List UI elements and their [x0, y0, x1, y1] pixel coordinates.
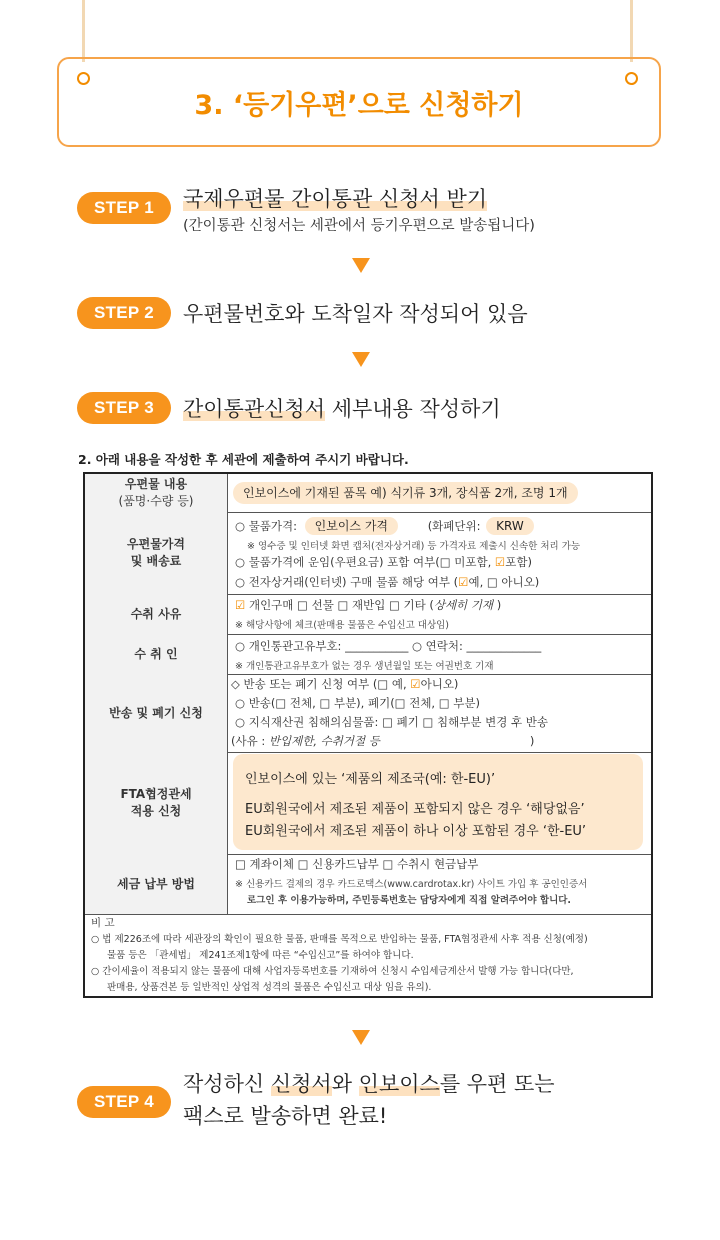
form-label-reason: 수취 사유 — [85, 594, 228, 634]
price-label: ○ 물품가격: — [235, 519, 297, 533]
fta-line-2: EU회원국에서 제조된 제품이 포함되지 않은 경우 ‘해당없음’ — [245, 802, 585, 817]
label-line: 및 배송료 — [130, 554, 182, 568]
arrow-down-icon — [352, 258, 370, 273]
checked-box-icon: ☑ — [410, 677, 421, 691]
return-reason-end: ) — [529, 734, 535, 748]
step-4-badge: STEP 4 — [77, 1086, 171, 1118]
hanging-string-right — [630, 0, 633, 62]
form-label-contents — [85, 474, 228, 512]
currency-highlight: KRW — [486, 517, 534, 535]
checked-box-icon: ☑ — [494, 555, 506, 569]
reason-note: ※ 해당사항에 체크(판매용 물품은 수입신고 대상임) — [235, 620, 450, 631]
fta-line-1: 인보이스에 있는 ‘제품의 제조국(예: 한-EU)’ — [245, 772, 496, 787]
section-title: 3. ‘등기우편’으로 신청하기 — [194, 89, 524, 121]
step-4-highlight-form: 신청서 — [270, 1072, 332, 1096]
tax-note-1: ※ 신용카드 결제의 경우 카드로택스(www.cardrotax.kr) 사이트 가입 후 공인인증서 — [235, 879, 588, 890]
freight-line — [235, 554, 532, 570]
label-line: FTA협정관세 — [120, 787, 192, 801]
hole-left-icon — [77, 72, 90, 85]
price-line — [235, 517, 534, 535]
remarks-line-1: ○ 법 제226조에 따라 세관장의 확인이 필요한 물품, 판매를 목적으로 반입하는 물품, FTA협정관세 사후 적용 신청(예정) — [91, 934, 588, 945]
remarks-line-2: 물품 등은 「관세법」 제241조제1항에 따른 “수입신고”를 하여야 합니다. — [107, 950, 414, 961]
step-2-text: 우편물번호와 도착일자 작성되어 있음 — [183, 302, 528, 326]
step-3-rest: 세부내용 작성하기 — [325, 397, 501, 421]
checked-box-icon: ☑ — [458, 575, 469, 589]
price-note: ※ 영수증 및 인터넷 화면 캡처(전자상거래) 등 가격자료 제출시 신속한 처리 가능 — [247, 541, 581, 552]
ip-line: ○ 지식재산권 침해의심물품: □ 폐기 □ 침해부분 변경 후 반송 — [235, 715, 548, 729]
form-row-contents — [85, 474, 651, 513]
form-row-tax — [85, 854, 651, 915]
fta-line-3: EU회원국에서 제조된 제품이 하나 이상 포함된 경우 ‘한-EU’ — [245, 824, 587, 839]
step-4-text: 를 우편 또는 — [439, 1072, 555, 1096]
step-1-subtext: (간이통관 신청서는 세관에서 등기우편으로 발송됩니다) — [183, 218, 535, 234]
step-4-text: 와 — [331, 1072, 359, 1096]
contents-highlight: 인보이스에 기재된 품목 예) 식기류 3개, 장식품 2개, 조명 1개 — [233, 482, 578, 504]
step-4-line-1 — [183, 1068, 555, 1098]
checked-box-icon: ☑ — [235, 598, 246, 612]
label-line: 우편물 내용 — [124, 477, 188, 491]
return-reason-detail: 반입제한, 수취거절 등 — [268, 734, 380, 748]
remarks-line-4: 판매용, 상품견본 등 일반적인 상업적 성격의 물품은 수입신고 대상 임을 유의). — [107, 982, 432, 993]
recipient-line: ○ 개인통관고유부호: ___________ ○ 연락처: _____________ — [235, 639, 542, 653]
step-4-line-2: 팩스로 발송하면 완료! — [183, 1104, 388, 1128]
reason-line — [235, 597, 501, 613]
form-row-reason — [85, 594, 651, 635]
step-4-highlight-invoice: 인보이스 — [358, 1072, 440, 1096]
step-2-badge: STEP 2 — [77, 297, 171, 329]
step-3-highlight: 간이통관신청서 — [183, 397, 326, 421]
step-3-badge: STEP 3 — [77, 392, 171, 424]
arrow-down-icon — [352, 1030, 370, 1045]
hole-right-icon — [625, 72, 638, 85]
ecommerce-line — [235, 574, 539, 590]
arrow-down-icon — [352, 352, 370, 367]
form-heading: 2. 아래 내용을 작성한 후 세관에 제출하여 주시기 바랍니다. — [78, 452, 409, 467]
form-label-price — [85, 512, 228, 594]
step-4-text: 작성하신 — [183, 1072, 271, 1096]
label-line: (품명·수량 등) — [118, 494, 194, 508]
return-line — [231, 676, 458, 692]
form-row-recipient — [85, 634, 651, 675]
label-line: 적용 신청 — [130, 804, 182, 818]
form-label-fta — [85, 752, 228, 854]
return-text: ◇ 반송 또는 폐기 신청 여부 (□ 예, — [231, 677, 407, 691]
recipient-note: ※ 개인통관고유부호가 없는 경우 생년월일 또는 여권번호 기재 — [235, 661, 494, 672]
remarks-title: 비 고 — [91, 917, 115, 929]
customs-form — [83, 472, 653, 998]
section-title-box — [57, 57, 661, 147]
remarks-line-3: ○ 간이세율이 적용되지 않는 물품에 대해 사업자등록번호를 기재하여 신청시 수입세금계산서 발행 가능 합니다(다만, — [91, 966, 574, 977]
disposal-line: ○ 반송(□ 전체, □ 부분), 폐기(□ 전체, □ 부분) — [235, 696, 480, 710]
form-label-recipient: 수 취 인 — [85, 634, 228, 674]
reason-end: ) — [496, 598, 502, 612]
step-1-text — [183, 183, 487, 213]
step-1-highlight: 국제우편물 간이통관 신청서 받기 — [183, 187, 488, 211]
return-reason-line — [231, 733, 534, 749]
label-line: 우편물가격 — [127, 537, 185, 551]
form-label-tax: 세금 납부 방법 — [85, 854, 228, 914]
reason-options: 개인구매 □ 선물 □ 재반입 □ 기타 ( — [248, 598, 434, 612]
ecommerce-text: ○ 전자상거래(인터넷) 구매 물품 해당 여부 ( — [235, 575, 459, 589]
reason-detail: 상세히 기재 — [433, 598, 494, 612]
hanging-string-left — [82, 0, 85, 62]
step-1-badge: STEP 1 — [77, 192, 171, 224]
tax-options: □ 계좌이체 □ 신용카드납부 □ 수취시 현금납부 — [235, 857, 479, 871]
ecommerce-text-end: 예, □ 아니오) — [468, 575, 540, 589]
form-row-price — [85, 512, 651, 595]
return-text-end: 아니오) — [420, 677, 459, 691]
freight-text: ○ 물품가격에 운임(우편요금) 포함 여부(□ 미포함, — [235, 555, 492, 569]
form-row-return — [85, 674, 651, 753]
form-label-return: 반송 및 폐기 신청 — [85, 674, 228, 752]
freight-text-end: 포함) — [505, 555, 532, 569]
fta-highlight-box — [233, 754, 643, 850]
price-highlight: 인보이스 가격 — [305, 517, 398, 535]
tax-note-2: 로그인 후 이용가능하며, 주민등록번호는 담당자에게 직접 알려주어야 합니다. — [247, 895, 572, 906]
return-reason-label: (사유 : — [231, 734, 266, 748]
currency-label: (화폐단위: — [427, 519, 481, 533]
step-3-text — [183, 393, 501, 423]
